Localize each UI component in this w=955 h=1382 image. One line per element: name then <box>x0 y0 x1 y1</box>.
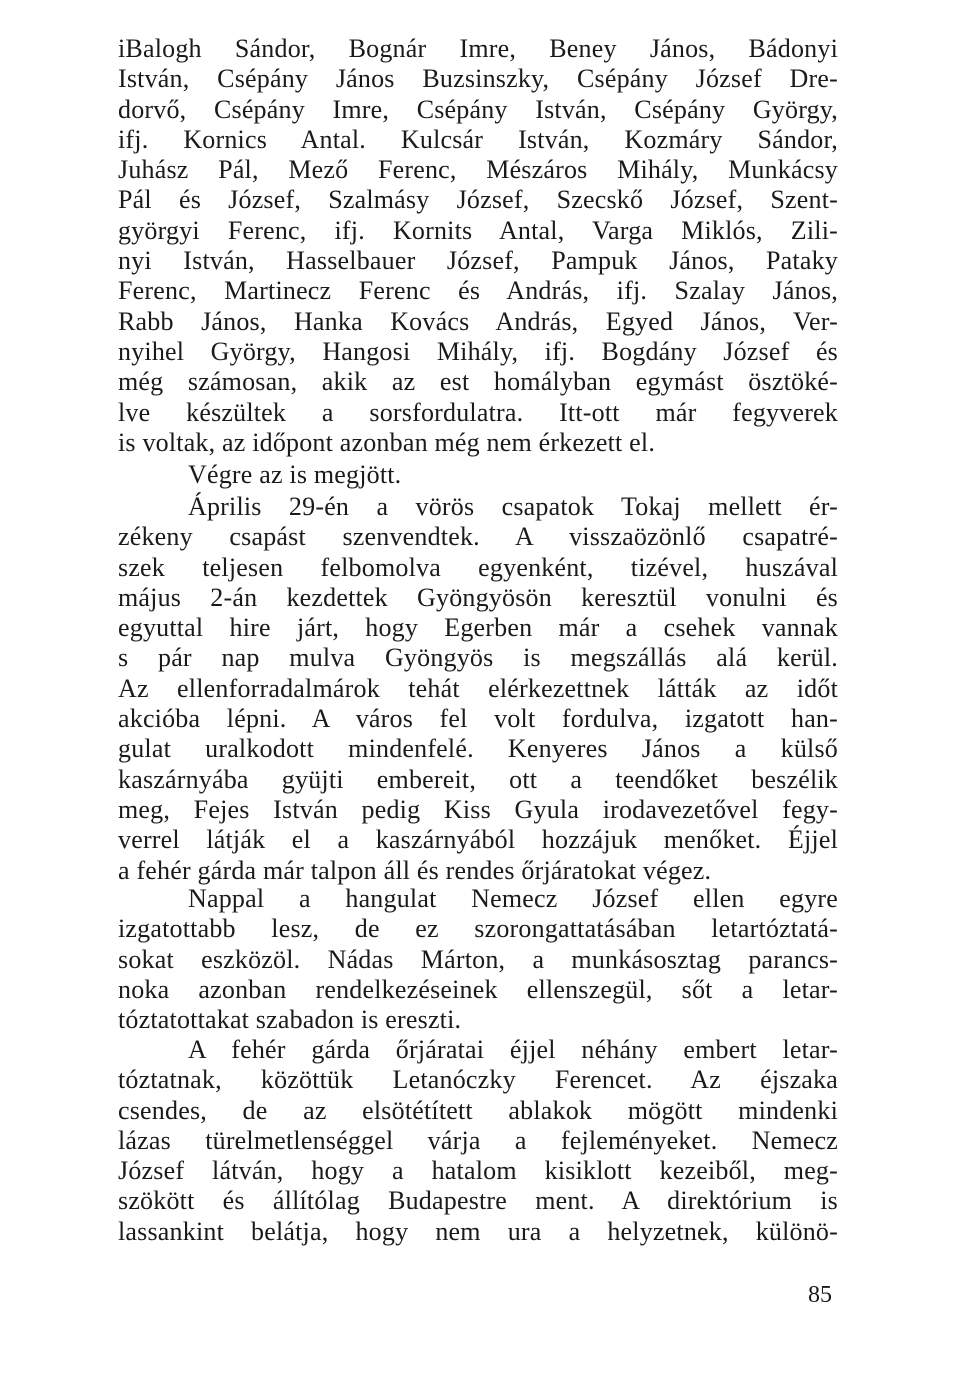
text-line: Az ellenforradalmárok tehát elérkezettnek látták az időt <box>118 673 838 703</box>
text-line: a fehér gárda már talpon áll és rendes őrjáratokat végez. <box>118 855 712 885</box>
text-line: noka azonban rendelkezéseinek ellenszegül, sőt a letar- <box>118 974 838 1004</box>
text-line: István, Csépány János Buzsinszky, Csépány József Dre- <box>118 64 838 94</box>
text-line: zékeny csapást szenvendtek. A visszaözönlő csapatré- <box>118 522 838 552</box>
text-line: Rabb János, Hanka Kovács András, Egyed János, Ver- <box>118 306 838 336</box>
text-line: akcióba lépni. A város fel volt fordulva, izgatott han- <box>118 704 838 734</box>
paragraph-5 <box>118 1035 838 1247</box>
text-line: lve készültek a sorsfordulatra. Itt-ott már fegyverek <box>118 397 838 427</box>
paragraph-2 <box>118 460 838 490</box>
text-line: egyuttal hire járt, hogy Egerben már a csehek vannak <box>118 613 838 643</box>
text-line: Végre az is megjött. <box>188 460 402 489</box>
text-line: szek teljesen felbomolva egyenként, tizével, huszával <box>118 552 838 582</box>
text-line: gulat uralkodott mindenfelé. Kenyeres János a külső <box>118 734 838 764</box>
text-line: Juhász Pál, Mező Ferenc, Mészáros Mihály, Munkácsy <box>118 155 838 185</box>
text-line: sokat eszközöl. Nádas Márton, a munkásosztag parancs- <box>118 944 838 974</box>
text-line: iBalogh Sándor, Bognár Imre, Beney János, Bádonyi <box>118 34 838 63</box>
text-line: is voltak, az időpont azonban még nem érkezett el. <box>118 427 656 457</box>
text-line: dorvő, Csépány Imre, Csépány István, Csépány György, <box>118 94 838 124</box>
text-line: izgatottabb lesz, de ez szorongattatásában letartóztatá- <box>118 914 838 944</box>
text-line: Pál és József, Szalmásy József, Szecskő József, Szent- <box>118 185 838 215</box>
text-line: Nappal a hangulat Nemecz József ellen egyre <box>188 884 838 913</box>
text-line: tóztatottakat szabadon is ereszti. <box>118 1005 462 1035</box>
paragraph-3 <box>118 492 838 886</box>
text-line: nyi István, Hasselbauer József, Pampuk János, Pataky <box>118 246 838 276</box>
text-line: még számosan, akik az est homályban egymást ösztöké- <box>118 367 838 397</box>
text-line: kaszárnyába gyüjti embereit, ott a teendőket beszélik <box>118 764 838 794</box>
text-line: Ferenc, Martinecz Ferenc és András, ifj. Szalay János, <box>118 276 838 306</box>
text-line: s pár nap mulva Gyöngyös is megszállás alá kerül. <box>118 643 838 673</box>
text-line: lázas türelmetlenséggel várja a fejleményeket. Nemecz <box>118 1125 838 1155</box>
paragraph-4 <box>118 884 838 1035</box>
text-line: meg, Fejes István pedig Kiss Gyula irodavezetővel fegy- <box>118 794 838 824</box>
text-line: verrel látják el a kaszárnyából hozzájuk menőket. Éjjel <box>118 825 838 855</box>
text-line: nyihel György, Hangosi Mihály, ifj. Bogdány József és <box>118 336 838 366</box>
text-line: Április 29-én a vörös csapatok Tokaj mellett ér- <box>188 492 838 521</box>
text-line: györgyi Ferenc, ifj. Kornits Antal, Varga Miklós, Zili- <box>118 215 838 245</box>
text-line: tóztatnak, közöttük Letanóczky Ferencet. Az éjszaka <box>118 1065 838 1095</box>
text-line: A fehér gárda őrjáratai éjjel néhány embert letar- <box>188 1035 838 1064</box>
text-line: csendes, de az elsötétített ablakok mögött mindenki <box>118 1095 838 1125</box>
text-line: ifj. Kornics Antal. Kulcsár István, Kozmáry Sándor, <box>118 124 838 154</box>
text-line: lassankint belátja, hogy nem ura a helyzetnek, különö- <box>118 1216 838 1246</box>
paragraph-1 <box>118 34 838 458</box>
text-line: május 2-án kezdettek Gyöngyösön keresztül vonulni és <box>118 582 838 612</box>
page-number: 85 <box>808 1282 832 1308</box>
text-line: szökött és állítólag Budapestre ment. A direktórium is <box>118 1186 838 1216</box>
text-line: József látván, hogy a hatalom kisiklott kezeiből, meg- <box>118 1156 838 1186</box>
